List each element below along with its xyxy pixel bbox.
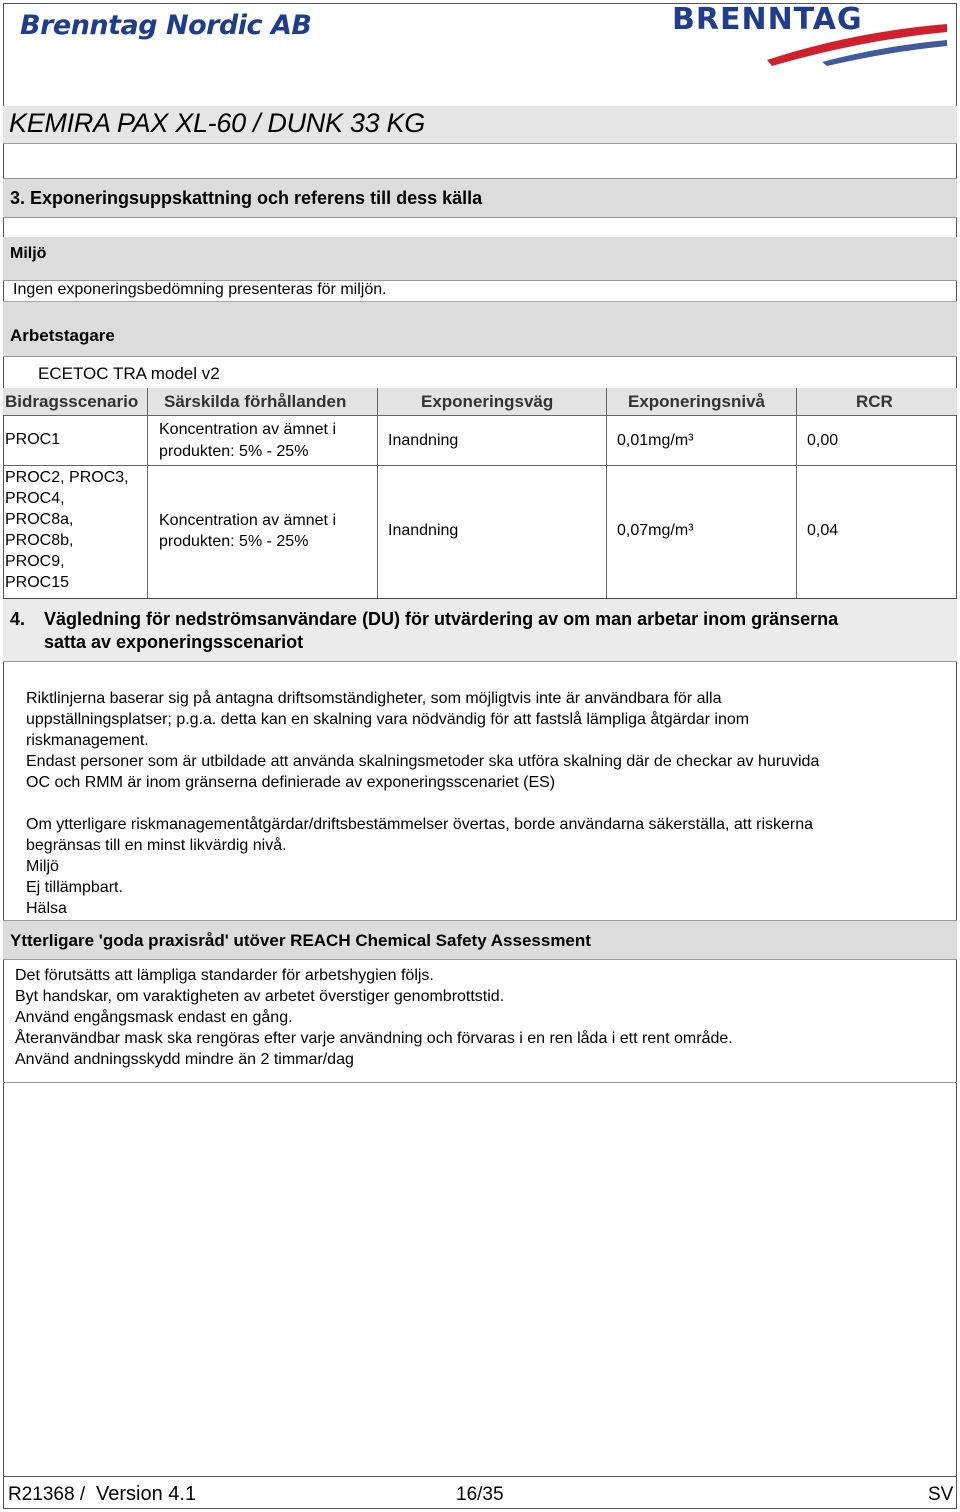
text-line: Riktlinjerna baserar sig på antagna driftsomständigheter, som möjligtvis inte är användbara för alla <box>26 690 722 707</box>
row2-scenario-line6: PROC15 <box>5 574 70 591</box>
text-line: Miljö <box>26 858 59 875</box>
text-line: riskmanagement. <box>26 732 149 749</box>
list-item: Byt handskar, om varaktigheten av arbetet överstiger genombrottstid. <box>15 988 505 1005</box>
list-item: Använd andningsskydd mindre än 2 timmar/dag <box>15 1051 354 1068</box>
table-row-divider <box>3 465 957 466</box>
col-header-route: Exponeringsväg <box>421 392 554 411</box>
text-line: OC och RMM är inom gränserna definierade av exponeringsscenariet (ES) <box>26 774 556 791</box>
page-number: 16/35 <box>456 1484 504 1505</box>
list-item: Det förutsätts att lämpliga standarder för arbetshygien följs. <box>15 967 434 984</box>
good-practice-title: Ytterligare 'goda praxisråd' utöver REACH Chemical Safety Assessment <box>10 931 591 950</box>
row1-level: 0,01mg/m³ <box>617 432 694 449</box>
miljo-header <box>3 237 957 281</box>
model-name: ECETOC TRA model v2 <box>38 364 220 383</box>
section-4-number: 4. <box>10 609 26 629</box>
row1-route: Inandning <box>388 432 459 449</box>
text-line: Endast personer som är utbildade att använda skalningsmetoder ska utföra skalning där de checkar av huruvida <box>26 753 820 770</box>
good-practice-list <box>15 965 733 1070</box>
row2-condition-line1: Koncentration av ämnet i <box>159 512 336 529</box>
row2-scenario-line4: PROC8b, <box>5 532 74 549</box>
text-line: Om ytterligare riskmanagementåtgärdar/driftsbestämmelser övertas, borde användarna säkerställa, att riskerna <box>26 816 814 833</box>
table-divider <box>147 388 148 598</box>
text-line: uppställningsplatser; p.g.a. detta kan en skalning vara nödvändig för att fastslå lämpliga åtgärdar inom <box>26 711 750 728</box>
section-4-paragraph-2 <box>26 814 813 919</box>
row2-route: Inandning <box>388 522 459 539</box>
row2-scenario-line2: PROC4, <box>5 490 65 507</box>
product-title-bar <box>3 106 957 144</box>
text-line: Ej tillämpbart. <box>26 879 123 896</box>
divider <box>3 1082 957 1083</box>
section-3-header <box>3 178 957 218</box>
row1-condition-line1: Koncentration av ämnet i <box>159 421 336 438</box>
good-practice-header <box>3 920 957 960</box>
arbetstagare-heading: Arbetstagare <box>10 326 115 345</box>
col-header-rcr: RCR <box>856 392 893 411</box>
miljo-text: Ingen exponeringsbedömning presenteras för miljön. <box>13 281 387 298</box>
row1-rcr: 0,00 <box>807 432 839 449</box>
brenntag-logo <box>672 2 952 68</box>
language-code: SV <box>928 1484 954 1505</box>
row2-rcr: 0,04 <box>807 522 839 539</box>
section-4-header <box>3 598 957 662</box>
col-header-scenario: Bidragsscenario <box>5 392 139 411</box>
company-logo: Brenntag Nordic AB <box>20 10 312 41</box>
brand-logo-text: BRENNTAG <box>672 2 863 37</box>
list-item: Använd engångsmask endast en gång. <box>15 1009 293 1026</box>
row2-condition-line2: produkten: 5% - 25% <box>159 533 309 550</box>
doc-id: R21368 / <box>8 1484 86 1505</box>
row2-scenario-line3: PROC8a, <box>5 511 74 528</box>
row2-scenario-line5: PROC9, <box>5 553 65 570</box>
miljo-heading: Miljö <box>10 245 47 262</box>
footer <box>3 1476 957 1509</box>
table-divider <box>377 388 378 598</box>
row1-scenario: PROC1 <box>5 431 61 448</box>
arbetstagare-header <box>3 301 957 357</box>
text-line: Hälsa <box>26 900 67 917</box>
section-4-title-line1: Vägledning för nedströmsanvändare (DU) för utvärdering av om man arbetar inom gränserna <box>44 609 839 629</box>
row1-condition-line2: produkten: 5% - 25% <box>159 443 309 460</box>
row2-level: 0,07mg/m³ <box>617 522 694 539</box>
list-item: Återanvändbar mask ska rengöras efter varje användning och förvaras i en ren låda i ett rent område. <box>15 1030 733 1047</box>
table-divider <box>796 388 797 598</box>
product-title: KEMIRA PAX XL-60 / DUNK 33 KG <box>9 108 425 138</box>
text-line: begränsas till en minst likvärdig nivå. <box>26 837 287 854</box>
section-4-paragraph-1 <box>26 688 819 793</box>
brand-swoosh-icon <box>672 2 952 68</box>
section-4-title-line2: satta av exponeringsscenariot <box>44 632 304 652</box>
col-header-level: Exponeringsnivå <box>628 392 765 411</box>
col-header-conditions: Särskilda förhållanden <box>164 392 347 411</box>
row2-scenario-line1: PROC2, PROC3, <box>5 469 129 486</box>
version: Version 4.1 <box>96 1483 197 1505</box>
section-3-title: 3. Exponeringsuppskattning och referens till dess källa <box>10 188 483 208</box>
table-divider <box>606 388 607 598</box>
